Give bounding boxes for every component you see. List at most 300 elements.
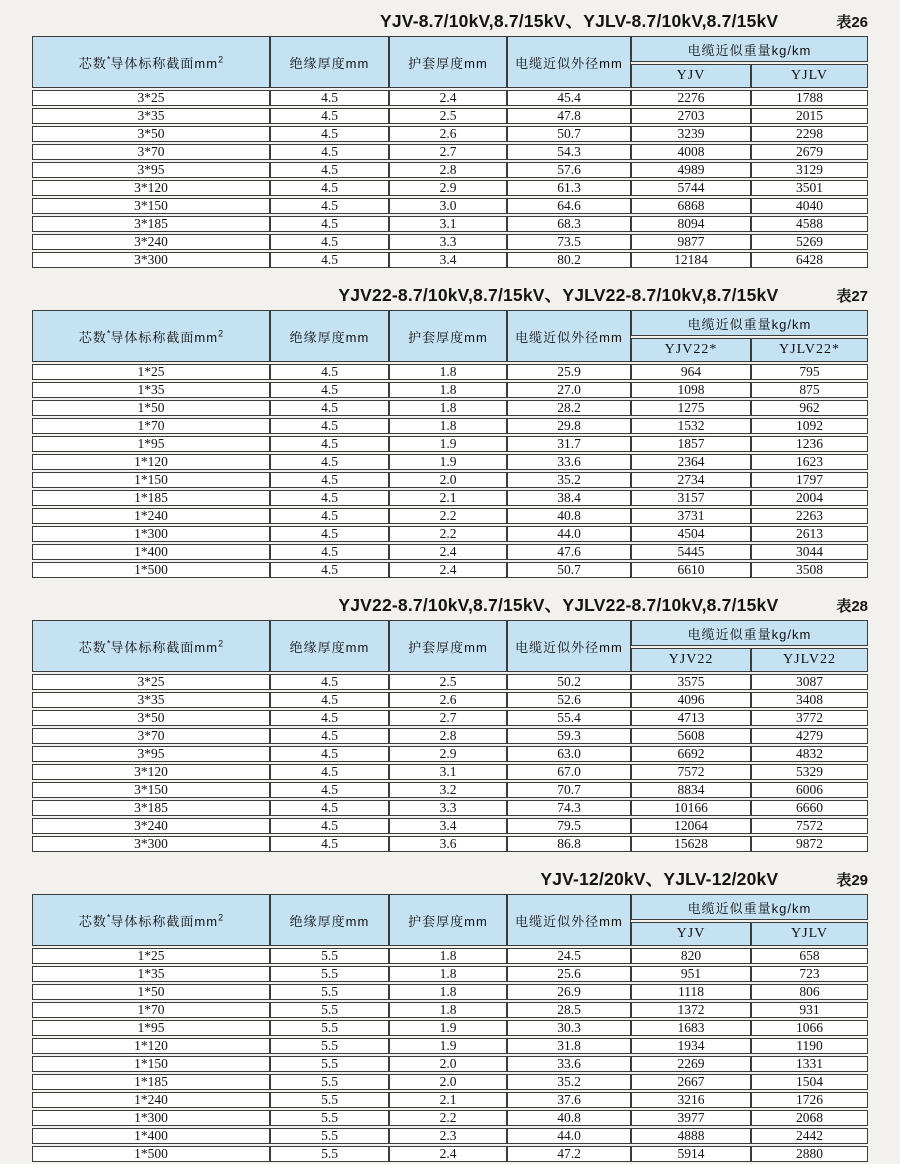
value-cell: 4.5 [270, 674, 389, 690]
value-cell: 57.6 [507, 162, 631, 178]
spec-cell: 1*400 [32, 1128, 270, 1144]
value-cell: 1098 [631, 382, 751, 398]
value-cell: 5.5 [270, 966, 389, 982]
value-cell: 2276 [631, 90, 751, 106]
value-cell: 3575 [631, 674, 751, 690]
value-cell: 31.8 [507, 1038, 631, 1054]
value-cell: 2.7 [389, 710, 507, 726]
col-header-sheath-thickness: 护套厚度mm [389, 894, 507, 946]
spec-cell: 1*500 [32, 1146, 270, 1162]
value-cell: 2.2 [389, 1110, 507, 1126]
col-header-approx-weight: 电缆近似重量kg/km [631, 36, 868, 62]
col-header-outer-diameter: 电缆近似外径mm [507, 36, 631, 88]
superscript-asterisk: * [106, 912, 111, 923]
value-cell: 2.2 [389, 526, 507, 542]
col-header-sheath-thickness: 护套厚度mm [389, 310, 507, 362]
value-cell: 2.4 [389, 90, 507, 106]
value-cell: 30.3 [507, 1020, 631, 1036]
table-row [32, 764, 868, 780]
value-cell: 3129 [751, 162, 868, 178]
value-cell: 6692 [631, 746, 751, 762]
spec-cell: 1*120 [32, 1038, 270, 1054]
value-cell: 5.5 [270, 948, 389, 964]
value-cell: 1066 [751, 1020, 868, 1036]
spec-cell: 3*35 [32, 108, 270, 124]
value-cell: 50.7 [507, 126, 631, 142]
value-cell: 2.8 [389, 728, 507, 744]
value-cell: 1.9 [389, 1020, 507, 1036]
subcol-header-right: YJLV22 [751, 648, 868, 672]
table-row [32, 1020, 868, 1036]
table-row [32, 472, 868, 488]
value-cell: 52.6 [507, 692, 631, 708]
spec-cell: 3*240 [32, 234, 270, 250]
value-cell: 820 [631, 948, 751, 964]
table-row [32, 674, 868, 690]
table-row [32, 966, 868, 982]
col-header-outer-diameter: 电缆近似外径mm [507, 620, 631, 672]
value-cell: 7572 [631, 764, 751, 780]
value-cell: 4.5 [270, 144, 389, 160]
table-row [32, 252, 868, 268]
value-cell: 47.2 [507, 1146, 631, 1162]
table-row [32, 1038, 868, 1054]
value-cell: 15628 [631, 836, 751, 852]
value-cell: 33.6 [507, 1056, 631, 1072]
value-cell: 31.7 [507, 436, 631, 452]
value-cell: 74.3 [507, 800, 631, 816]
table-row [32, 544, 868, 560]
header-row-main [32, 894, 868, 920]
value-cell: 25.9 [507, 364, 631, 380]
value-cell: 40.8 [507, 1110, 631, 1126]
value-cell: 3977 [631, 1110, 751, 1126]
value-cell: 2.6 [389, 692, 507, 708]
value-cell: 2.4 [389, 544, 507, 560]
value-cell: 3.4 [389, 818, 507, 834]
table-title: YJV22-8.7/10kV,8.7/15kV、YJLV22-8.7/10kV,8.7/15kV [338, 595, 779, 615]
value-cell: 4.5 [270, 746, 389, 762]
table-row [32, 800, 868, 816]
value-cell: 4.5 [270, 728, 389, 744]
value-cell: 73.5 [507, 234, 631, 250]
value-cell: 5.5 [270, 984, 389, 1000]
value-cell: 3.1 [389, 216, 507, 232]
table-27-block [32, 282, 868, 580]
table-row [32, 948, 868, 964]
value-cell: 1372 [631, 1002, 751, 1018]
value-cell: 2.5 [389, 108, 507, 124]
col-header-sheath-thickness: 护套厚度mm [389, 36, 507, 88]
value-cell: 61.3 [507, 180, 631, 196]
value-cell: 2703 [631, 108, 751, 124]
cable-spec-table-28 [32, 618, 868, 854]
spec-cell: 3*50 [32, 710, 270, 726]
value-cell: 1726 [751, 1092, 868, 1108]
value-cell: 2.9 [389, 746, 507, 762]
value-cell: 12184 [631, 252, 751, 268]
value-cell: 4096 [631, 692, 751, 708]
value-cell: 5.5 [270, 1074, 389, 1090]
value-cell: 4.5 [270, 818, 389, 834]
value-cell: 4.5 [270, 508, 389, 524]
value-cell: 4504 [631, 526, 751, 542]
value-cell: 2364 [631, 454, 751, 470]
value-cell: 5269 [751, 234, 868, 250]
value-cell: 3044 [751, 544, 868, 560]
spec-cell: 1*150 [32, 472, 270, 488]
spec-cell: 1*185 [32, 490, 270, 506]
value-cell: 1190 [751, 1038, 868, 1054]
value-cell: 4.5 [270, 364, 389, 380]
value-cell: 33.6 [507, 454, 631, 470]
value-cell: 795 [751, 364, 868, 380]
value-cell: 4279 [751, 728, 868, 744]
table-row [32, 1056, 868, 1072]
value-cell: 4.5 [270, 490, 389, 506]
subcol-header-right: YJLV22* [751, 338, 868, 362]
value-cell: 1275 [631, 400, 751, 416]
value-cell: 1.9 [389, 454, 507, 470]
value-cell: 86.8 [507, 836, 631, 852]
value-cell: 658 [751, 948, 868, 964]
table-row [32, 1092, 868, 1108]
value-cell: 4888 [631, 1128, 751, 1144]
value-cell: 3731 [631, 508, 751, 524]
subcol-header-left: YJV [631, 64, 751, 88]
value-cell: 806 [751, 984, 868, 1000]
table-row [32, 108, 868, 124]
header-row-main [32, 36, 868, 62]
spec-cell: 3*300 [32, 836, 270, 852]
value-cell: 4.5 [270, 382, 389, 398]
value-cell: 2.4 [389, 562, 507, 578]
spec-cell: 3*95 [32, 746, 270, 762]
table-row [32, 400, 868, 416]
value-cell: 4.5 [270, 710, 389, 726]
value-cell: 4.5 [270, 782, 389, 798]
value-cell: 8834 [631, 782, 751, 798]
col-header-approx-weight: 电缆近似重量kg/km [631, 894, 868, 920]
value-cell: 4.5 [270, 198, 389, 214]
value-cell: 9877 [631, 234, 751, 250]
value-cell: 2.4 [389, 1146, 507, 1162]
value-cell: 67.0 [507, 764, 631, 780]
spec-cell: 3*240 [32, 818, 270, 834]
table-row [32, 508, 868, 524]
col-header-approx-weight: 电缆近似重量kg/km [631, 310, 868, 336]
value-cell: 6868 [631, 198, 751, 214]
table-row [32, 144, 868, 160]
value-cell: 44.0 [507, 526, 631, 542]
spec-cell: 1*95 [32, 1020, 270, 1036]
value-cell: 3.0 [389, 198, 507, 214]
value-cell: 1683 [631, 1020, 751, 1036]
spec-cell: 3*25 [32, 90, 270, 106]
value-cell: 1331 [751, 1056, 868, 1072]
value-cell: 2880 [751, 1146, 868, 1162]
spec-cell: 3*35 [32, 692, 270, 708]
subcol-header-left: YJV22* [631, 338, 751, 362]
value-cell: 1.8 [389, 364, 507, 380]
value-cell: 5.5 [270, 1038, 389, 1054]
value-cell: 1.9 [389, 436, 507, 452]
value-cell: 2298 [751, 126, 868, 142]
value-cell: 2442 [751, 1128, 868, 1144]
value-cell: 40.8 [507, 508, 631, 524]
table-26-block [32, 8, 868, 270]
table-row [32, 1110, 868, 1126]
value-cell: 4040 [751, 198, 868, 214]
value-cell: 3157 [631, 490, 751, 506]
value-cell: 1.8 [389, 382, 507, 398]
value-cell: 5329 [751, 764, 868, 780]
table-number-badge: 表29 [836, 872, 868, 889]
value-cell: 3.2 [389, 782, 507, 798]
value-cell: 47.6 [507, 544, 631, 560]
value-cell: 25.6 [507, 966, 631, 982]
table-row [32, 984, 868, 1000]
table-row [32, 454, 868, 470]
header-row-main [32, 310, 868, 336]
col-header-outer-diameter: 电缆近似外径mm [507, 310, 631, 362]
value-cell: 4.5 [270, 108, 389, 124]
value-cell: 2263 [751, 508, 868, 524]
table-title: YJV-8.7/10kV,8.7/15kV、YJLV-8.7/10kV,8.7/15kV [379, 11, 779, 31]
superscript-asterisk: * [106, 54, 111, 65]
table-row [32, 418, 868, 434]
table-29-title-row [32, 866, 868, 890]
value-cell: 12064 [631, 818, 751, 834]
spec-cell: 1*240 [32, 1092, 270, 1108]
table-row [32, 126, 868, 142]
value-cell: 951 [631, 966, 751, 982]
spec-cell: 1*50 [32, 400, 270, 416]
table-row [32, 436, 868, 452]
value-cell: 1.8 [389, 948, 507, 964]
value-cell: 44.0 [507, 1128, 631, 1144]
spec-cell: 1*25 [32, 948, 270, 964]
value-cell: 35.2 [507, 1074, 631, 1090]
table-row [32, 382, 868, 398]
value-cell: 24.5 [507, 948, 631, 964]
value-cell: 3501 [751, 180, 868, 196]
value-cell: 4.5 [270, 472, 389, 488]
value-cell: 2667 [631, 1074, 751, 1090]
value-cell: 54.3 [507, 144, 631, 160]
table-title: YJV22-8.7/10kV,8.7/15kV、YJLV22-8.7/10kV,8.7/15kV [338, 285, 779, 305]
value-cell: 4.5 [270, 126, 389, 142]
value-cell: 1504 [751, 1074, 868, 1090]
value-cell: 63.0 [507, 746, 631, 762]
spec-cell: 1*150 [32, 1056, 270, 1072]
col-header-core-section: 芯数*导体标称截面$mm^2$ [32, 310, 270, 362]
value-cell: 27.0 [507, 382, 631, 398]
spec-cell: 1*120 [32, 454, 270, 470]
value-cell: 723 [751, 966, 868, 982]
value-cell: 26.9 [507, 984, 631, 1000]
value-cell: 2734 [631, 472, 751, 488]
value-cell: 4.5 [270, 216, 389, 232]
value-cell: 80.2 [507, 252, 631, 268]
superscript-asterisk: * [106, 638, 111, 649]
value-cell: 4.5 [270, 436, 389, 452]
value-cell: 4.5 [270, 764, 389, 780]
spec-cell: 3*120 [32, 764, 270, 780]
spec-cell: 1*240 [32, 508, 270, 524]
value-cell: 3772 [751, 710, 868, 726]
col-header-outer-diameter: 电缆近似外径mm [507, 894, 631, 946]
value-cell: 4.5 [270, 836, 389, 852]
table-row [32, 1002, 868, 1018]
spec-cell: 1*500 [32, 562, 270, 578]
value-cell: 47.8 [507, 108, 631, 124]
spec-cell: 3*300 [32, 252, 270, 268]
table-number-badge: 表26 [836, 14, 868, 31]
value-cell: 28.2 [507, 400, 631, 416]
value-cell: 3.1 [389, 764, 507, 780]
value-cell: 5744 [631, 180, 751, 196]
col-header-sheath-thickness: 护套厚度mm [389, 620, 507, 672]
value-cell: 1.8 [389, 1002, 507, 1018]
col-header-core-section: 芯数*导体标称截面$mm^2$ [32, 620, 270, 672]
value-cell: 45.4 [507, 90, 631, 106]
table-row [32, 198, 868, 214]
col-header-approx-weight: 电缆近似重量kg/km [631, 620, 868, 646]
value-cell: 50.2 [507, 674, 631, 690]
value-cell: 3087 [751, 674, 868, 690]
catalog-page [32, 0, 868, 1164]
superscript-two: 2 [218, 328, 224, 339]
value-cell: 59.3 [507, 728, 631, 744]
value-cell: 6006 [751, 782, 868, 798]
value-cell: 1.9 [389, 1038, 507, 1054]
value-cell: 7572 [751, 818, 868, 834]
value-cell: 1118 [631, 984, 751, 1000]
value-cell: 1934 [631, 1038, 751, 1054]
value-cell: 5.5 [270, 1146, 389, 1162]
value-cell: 5.5 [270, 1092, 389, 1108]
value-cell: 29.8 [507, 418, 631, 434]
value-cell: 2.1 [389, 490, 507, 506]
value-cell: 5.5 [270, 1110, 389, 1126]
cable-spec-table-26 [32, 34, 868, 270]
table-number-badge: 表27 [836, 288, 868, 305]
col-header-insulation-thickness: 绝缘厚度mm [270, 894, 389, 946]
subcol-header-left: YJV [631, 922, 751, 946]
value-cell: 931 [751, 1002, 868, 1018]
table-number-badge: 表28 [836, 598, 868, 615]
value-cell: 79.5 [507, 818, 631, 834]
value-cell: 3216 [631, 1092, 751, 1108]
table-row [32, 162, 868, 178]
col-header-core-section: 芯数*导体标称截面$mm^2$ [32, 894, 270, 946]
value-cell: 68.3 [507, 216, 631, 232]
value-cell: 2.0 [389, 472, 507, 488]
value-cell: 50.7 [507, 562, 631, 578]
value-cell: 1.8 [389, 984, 507, 1000]
spec-cell: 3*25 [32, 674, 270, 690]
value-cell: 1532 [631, 418, 751, 434]
spec-cell: 1*70 [32, 1002, 270, 1018]
col-header-insulation-thickness: 绝缘厚度mm [270, 36, 389, 88]
spec-cell: 3*95 [32, 162, 270, 178]
value-cell: 2269 [631, 1056, 751, 1072]
value-cell: 2004 [751, 490, 868, 506]
value-cell: 1092 [751, 418, 868, 434]
spec-cell: 3*185 [32, 800, 270, 816]
value-cell: 1236 [751, 436, 868, 452]
table-row [32, 728, 868, 744]
spec-cell: 3*150 [32, 198, 270, 214]
cable-spec-table-27 [32, 308, 868, 580]
spec-cell: 1*300 [32, 526, 270, 542]
value-cell: 4.5 [270, 234, 389, 250]
value-cell: 4989 [631, 162, 751, 178]
col-header-core-section: 芯数*导体标称截面$mm^2$ [32, 36, 270, 88]
value-cell: 10166 [631, 800, 751, 816]
value-cell: 70.7 [507, 782, 631, 798]
value-cell: 28.5 [507, 1002, 631, 1018]
spec-cell: 3*120 [32, 180, 270, 196]
value-cell: 4.5 [270, 400, 389, 416]
value-cell: 1.8 [389, 418, 507, 434]
value-cell: 2.0 [389, 1074, 507, 1090]
value-cell: 3.3 [389, 234, 507, 250]
superscript-two: 2 [218, 54, 224, 65]
value-cell: 2613 [751, 526, 868, 542]
value-cell: 3.3 [389, 800, 507, 816]
value-cell: 4.5 [270, 162, 389, 178]
table-row [32, 216, 868, 232]
spec-cell: 3*150 [32, 782, 270, 798]
value-cell: 5.5 [270, 1056, 389, 1072]
table-26-title-row [32, 8, 868, 32]
table-row [32, 364, 868, 380]
superscript-two: 2 [218, 912, 224, 923]
value-cell: 875 [751, 382, 868, 398]
value-cell: 1623 [751, 454, 868, 470]
value-cell: 64.6 [507, 198, 631, 214]
table-28-block [32, 592, 868, 854]
value-cell: 4.5 [270, 454, 389, 470]
value-cell: 5.5 [270, 1020, 389, 1036]
value-cell: 4.5 [270, 562, 389, 578]
spec-cell: 3*70 [32, 144, 270, 160]
value-cell: 2.9 [389, 180, 507, 196]
value-cell: 964 [631, 364, 751, 380]
value-cell: 4.5 [270, 252, 389, 268]
value-cell: 4.5 [270, 418, 389, 434]
superscript-two: 2 [218, 638, 224, 649]
spec-cell: 1*185 [32, 1074, 270, 1090]
spec-cell: 3*50 [32, 126, 270, 142]
value-cell: 37.6 [507, 1092, 631, 1108]
value-cell: 4008 [631, 144, 751, 160]
spec-cell: 1*35 [32, 382, 270, 398]
table-row [32, 782, 868, 798]
spec-cell: 1*70 [32, 418, 270, 434]
value-cell: 8094 [631, 216, 751, 232]
value-cell: 4713 [631, 710, 751, 726]
table-28-title-row [32, 592, 868, 616]
value-cell: 2.7 [389, 144, 507, 160]
subcol-header-left: YJV22 [631, 648, 751, 672]
table-row [32, 1146, 868, 1162]
col-header-insulation-thickness: 绝缘厚度mm [270, 310, 389, 362]
value-cell: 3508 [751, 562, 868, 578]
value-cell: 3408 [751, 692, 868, 708]
